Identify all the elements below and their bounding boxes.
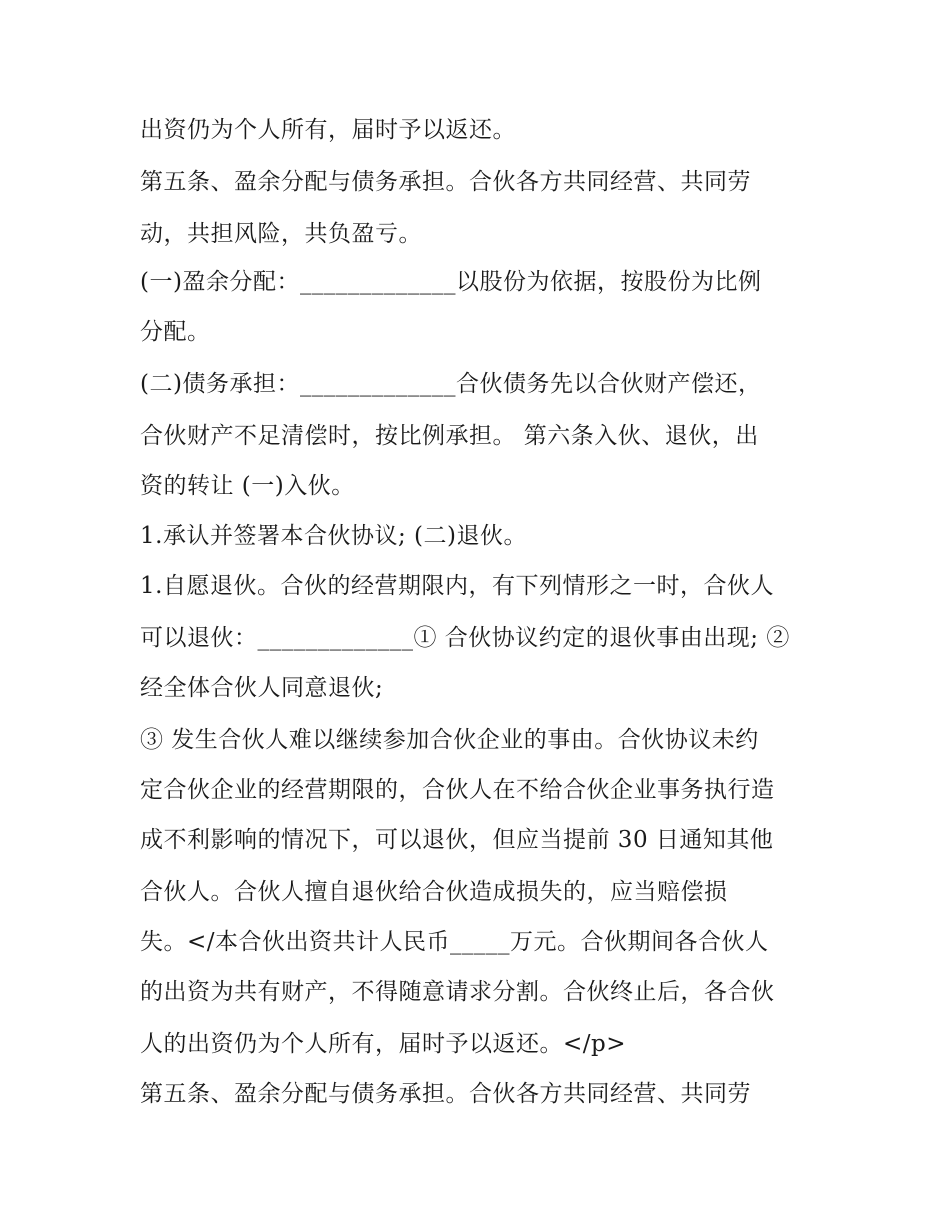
text-line: 合伙人。合伙人擅自退伙给合伙造成损失的，应当赔偿损 — [140, 879, 728, 905]
text-line: (二)债务承担：_____________合伙债务先以合伙财产偿还， — [140, 371, 762, 397]
text-line: 的出资为共有财产，不得随意请求分割。合伙终止后，各合伙 — [140, 979, 775, 1005]
text-line: 第五条、盈余分配与债务承担。合伙各方共同经营、共同劳 — [140, 169, 751, 195]
text-line: 人的出资仍为个人所有，届时予以返还。</p> — [140, 1031, 627, 1057]
text-line: 动，共担风险，共负盈亏。 — [140, 221, 422, 247]
text-line: (一)盈余分配：_____________以股份为依据，按股份为比例 — [140, 269, 762, 295]
text-line: 分配。 — [140, 319, 211, 345]
text-line: 经全体合伙人同意退伙; — [140, 675, 384, 701]
text-line: ③ 发生合伙人难以继续参加合伙企业的事由。合伙协议未约 — [140, 727, 759, 753]
text-line: 定合伙企业的经营期限的，合伙人在不给合伙企业事务执行造 — [140, 777, 775, 803]
text-line: 可以退伙：_____________① 合伙协议约定的退伙事由出现; ② — [140, 625, 790, 651]
text-line: 1.自愿退伙。合伙的经营期限内，有下列情形之一时，合伙人 — [140, 573, 774, 599]
text-line: 合伙财产不足清偿时，按比例承担。 第六条入伙、退伙，出 — [140, 423, 759, 449]
text-line: 第五条、盈余分配与债务承担。合伙各方共同经营、共同劳 — [140, 1081, 751, 1107]
text-line: 出资仍为个人所有，届时予以返还。 — [140, 117, 516, 143]
text-line: 失。</本合伙出资共计人民币_____万元。合伙期间各合伙人 — [140, 929, 769, 955]
text-line: 资的转让 (一)入伙。 — [140, 473, 355, 499]
text-line: 成不利影响的情况下，可以退伙，但应当提前 30 日通知其他 — [140, 827, 774, 853]
text-line: 1.承认并签署本合伙协议; (二)退伙。 — [140, 523, 527, 549]
